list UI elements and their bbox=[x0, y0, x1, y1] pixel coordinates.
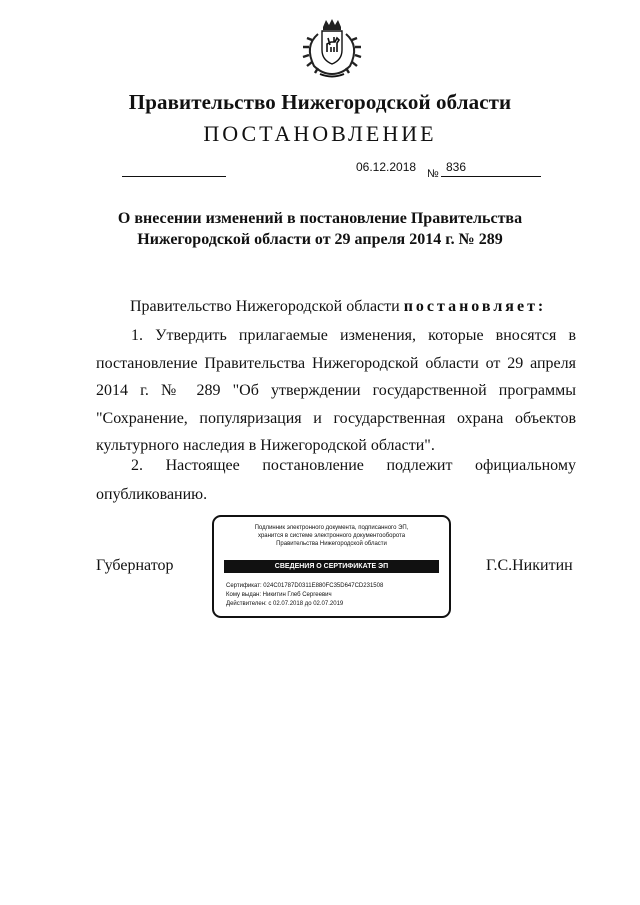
electronic-signature-stamp bbox=[212, 515, 451, 618]
stamp-notice-line-1: Подлинник электронного документа, подписанного ЭП, bbox=[254, 525, 409, 531]
registration-line-left bbox=[122, 176, 226, 177]
organization-title: Правительство Нижегородской области bbox=[128, 90, 512, 114]
document-type: ПОСТАНОВЛЕНИЕ bbox=[203, 121, 437, 146]
stamp-notice-line-3: Правительства Нижегородской области bbox=[276, 541, 387, 547]
registration-line-right bbox=[441, 176, 541, 177]
document-date: 06.12.2018 bbox=[356, 160, 417, 174]
intro-plain: Правительство Нижегородской области bbox=[130, 298, 404, 315]
stamp-notice bbox=[214, 524, 449, 548]
document-subject bbox=[60, 208, 580, 250]
signer-title: Губернатор bbox=[96, 557, 174, 574]
subject-line-2: Нижегородской области от 29 апреля 2014 г. № 289 bbox=[137, 231, 503, 248]
intro-decree-word: постановляет: bbox=[403, 298, 547, 315]
intro-paragraph bbox=[130, 298, 576, 316]
coat-of-arms-icon bbox=[296, 18, 368, 80]
paragraph-2: 2. Настоящее постановление подлежит официальному опубликованию. bbox=[96, 457, 576, 503]
document-number: 836 bbox=[446, 160, 467, 174]
stamp-certificate-validity: Действителен: с 02.07.2018 до 02.07.2019 bbox=[226, 601, 344, 607]
subject-line-1: О внесении изменений в постановление Правительства bbox=[117, 210, 523, 227]
paragraph-1: 1. Утвердить прилагаемые изменения, которые вносятся в постановление Правительства Нижегородской области от 29 апреля 2014 г. № 289 "Об утверждении государственной программы "Сохранение, популяризация и государственная охрана объектов культурного наследия в Нижегородской области". bbox=[96, 327, 576, 454]
stamp-certificate-owner: Кому выдан: Никитин Глеб Сергеевич bbox=[226, 592, 332, 598]
stamp-notice-line-2: хранится в системе электронного документооборота bbox=[257, 533, 406, 539]
signer-name: Г.С.Никитин bbox=[486, 557, 573, 574]
stamp-certificate-id: Сертификат: 024C01787D0311E880FC35D647CD231508 bbox=[226, 583, 384, 589]
number-label: № bbox=[427, 168, 439, 180]
stamp-certificate-header: СВЕДЕНИЯ О СЕРТИФИКАТЕ ЭП bbox=[224, 560, 439, 573]
